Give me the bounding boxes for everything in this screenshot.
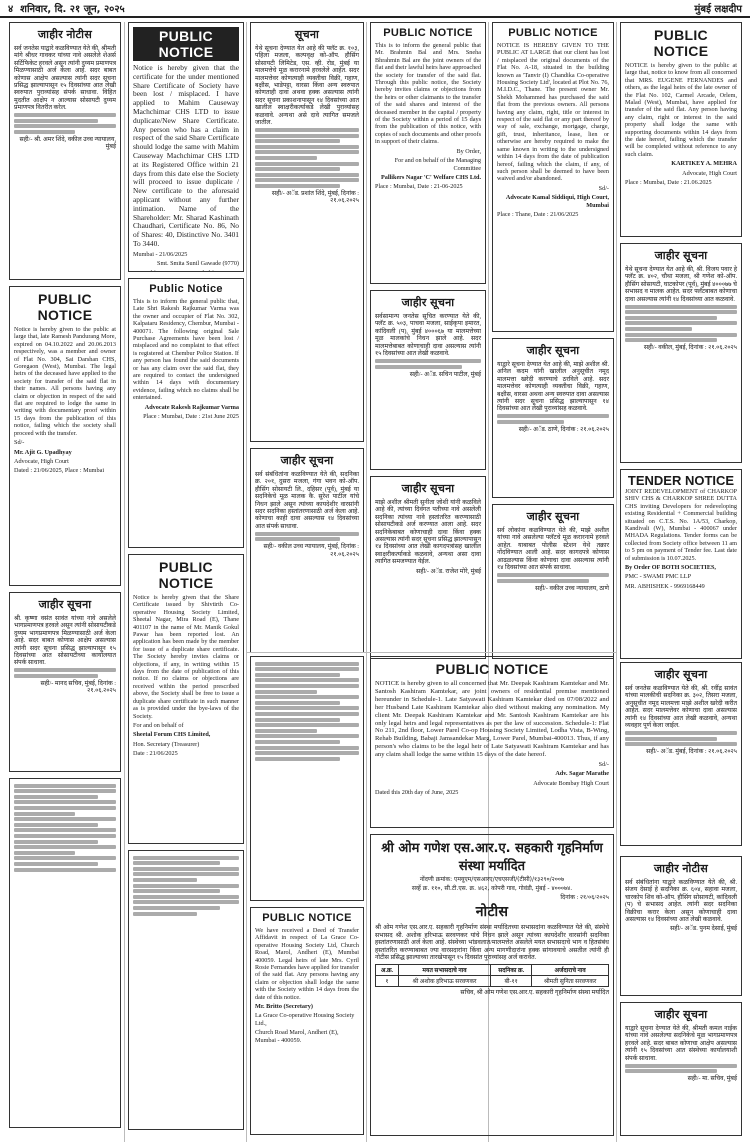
notice-c1-top: जाहीर नोटीस सर्व जनतेस याद्वारे कळविण्यात येते की, श्रीमती मांगे श्रीधर गावकर यांच्या नावे असलेले शेअर्स सर्टिफिकेट हरवले असून त्यांनी दुय्यम प्रमाणपत्र मिळण्यासाठी अर्ज केला आहे. सदर बाबत कोणास आक्षेप असल्यास त्यांनी सदर सूचना प्रसिद्ध झाल्यापासून १५ दिवसांच्या आत लेखी स्वरुपात पुराव्यांसह संपर्क साधावा. विहित मुदतीत आक्षेप न आल्यास सोसायटी दुय्यम प्रमाणपत्र वितरीत करेल. सही/- श्री. अमर शिंदे, वकील उच्च न्यायालय, मुंबई	[9, 22, 121, 280]
notice-c6-bottom: जाहीर सूचना याद्वारे सूचना देण्यात येते की, श्रीमती कमल नाईक यांच्या नावे असलेल्या सदनिकेचे मूळ भागप्रमाणपत्र हरवले आहे. सदर बाबत कोणाचा आक्षेप असल्यास त्यांनी १५ दिवसांच्या आत संस्थेच्या कार्यालयाशी संपर्क साधावा. सही/- मा. सचिव, मुंबई	[620, 1002, 742, 1136]
column-4-5-bottom	[366, 656, 617, 1142]
notice-c6-tender: TENDER NOTICE JOINT REDEVELOPMENT of CHARKOP SHIV CHS & CHARKOP SHREE DUTTA CHS inviting Developers for redeveloping existing Residential + Commercial building situated on C.T.S. No. 1A/53, Charkop, Kandivali (W), Mumbai - 400067 under MHADA Regulations. Tender forms can be collected from Society office between 11 am to 5 pm on payment of Tender fee. Last date of submission is 10.07.2025. By Order OF BOTH SOCIETIES, PMC - SWAMI PMC LLP MR. ABHISHEK - 9969168449	[620, 469, 742, 659]
notice-c2-mid: Public Notice This is to inform the general public that, Late Shri Rakesh Rajkumar Varma was the owner and occupier of Flat No. 302, Kalpataru Residency, Chembur, Mumbai - 400071. The following original Sale Purchase Agreements have been lost / misplaced and no complaint to that effect is registered at Chembur Police Station. If any person has found the said documents or has any claim over the said flat, they are required to contact the undersigned within 14 days with documentary evidence, failing which no claims shall be entertained. Advocate Rakesh Rajkumar Varma Place : Mumbai, Date : 21st June 2025	[128, 278, 244, 548]
page-header	[0, 0, 750, 18]
column-3-bottom	[246, 656, 367, 1142]
notice-c4-low: जाहीर सूचना माझे अशील श्रीमती सुनीता जोशी यांनी कळविले आहे की, त्यांच्या दिवंगत पतीच्या नावे असलेली सदनिका त्यांच्या नावे हस्तांतरित करण्यासाठी सोसायटीकडे अर्ज करण्यात आला आहे. सदर सदनिकेबाबत कोणाचाही दावा किंवा हक्क असल्यास त्यांनी सदर सूचना प्रसिद्ध झाल्यापासून १४ दिवसांच्या आत लेखी कागदपत्रांसह खालील स्वाक्षरीकर्त्याकडे कळवावे, अन्यथा असा दावा त्यागित समजण्यात येईल. सही/- अॅड. राजेश मोरे, मुंबई	[370, 476, 486, 659]
notice-c6-top: PUBLIC NOTICE NOTICE is hereby given to the public at large that, notice to know from all concerned that MRS. EUGENE FERNANDES and others, as the legal heirs of the late owner of the Flat No. 102, Carmel Arcade, Orlem, Malad (West), Mumbai, have applied for transfer of the said flat. Any person having any claim, right or interest in the said property shall lodge the same with supporting documents within 14 days from the date hereof, failing which the transfer will be completed without reference to any such claim. KARTIKEY A. MEHRA Advocate, High Court Place : Mumbai, Date : 21.06.2025	[620, 22, 742, 237]
column-1	[6, 22, 124, 1142]
notice-c5-bottom: जाहीर सूचना सर्व जनतेस कळविण्यात येते की, श्री. रवींद्र सावंत यांच्या मालकीची सदनिका क्र. ३०२, तिसरा मजला, अनुसूचीत नमूद मालमत्ता माझे अशील खरेदी करीत आहेत. सदर मालमत्तेवर कोणाचा दावा असल्यास त्यांनी १४ दिवसांच्या आत लेखी कळवावे, अन्यथा व्यवहार पूर्ण केला जाईल. सही/- अॅड. मुंबई, दिनांक : २१.०६.२०२५	[620, 662, 742, 846]
notice-c5-low: जाहीर सूचना सर्व लोकांना कळविण्यात येते की, माझे अशील यांच्या नावे असलेल्या फ्लॅटचे मूळ करारनामे हरवले आहेत. याबाबत पोलीस स्टेशन येथे तक्रार नोंदविण्यात आली आहे. सदर कागदपत्रे कोणास आढळल्यास किंवा कोणाचा दावा असल्यास त्यांनी १४ दिवसांच्या आत संपर्क साधावा. सही/- वकील उच्च न्यायालय, ठाणे	[492, 504, 614, 659]
notice-c3-bottom-top	[250, 656, 364, 901]
notice-c2-low: PUBLIC NOTICE Notice is hereby given that the Share Certificate issued by Shivtirth Co-operative Housing Society Limited, Sheetal Nagar, Mira Road (E), Thane 401107 in the name of Mr. Manik Gokul Pawar has been reported lost. An application has been made by the member for issue of a duplicate share certificate. The Society hereby invites claims or objections, if any, in writing within 15 days from the date of publication of this notice. If no claims or objections are received within the period prescribed above, the Society shall be free to issue a duplicate share certificate in such manner as is provided under the bye-laws of the Society. For and on behalf of Sheetal Forum CHS Limited, Hon. Secretary (Treasurer) Date : 21/06/2025	[128, 554, 244, 844]
notice-c4-top: PUBLIC NOTICE This is to inform the general public that Mr. Brahmin Bal and Mrs. Sneha Bhrahmin Bal are the joint owners of the flat and their lawful heirs have approached the society for transfer of the said flat. Through this public notice, the Society hereby invites claims or objections from the heirs or other claimants to the transfer of the said shares and interest of the deceased member in the capital / property of the Society within a period of 15 days from the publication of this notice, with copies of such documents and other proofs in support of their claims. By Order, For and on behalf of the Managing Committee Pallikers Nagar 'C' Welfare CHS Ltd. Place : Mumbai, Date : 21-06-2025	[370, 22, 486, 284]
society-header: श्री ओम गणेश एस.आर.ए. सहकारी गृहनिर्माण संस्था मर्यादित नोंदणी क्रमांक: एमयूएम/एसआरए/एचएसजी/(टीसी)/१३२९०/२००७ सर्व्हे क्र. ११०, सी.टी.एस. क्र. ४६२, कोपरी गाव, गोवंडी, मुंबई - ४०००७४.	[381, 841, 603, 892]
notice-c6-mid: जाहीर सूचना येथे सूचना देण्यात येत आहे की, श्री. विजय पवार हे फ्लॅट क्र. ४०२, चौथा मजला, श्री गणेश को-ऑप. हौसिंग सोसायटी, घाटकोपर (पूर्व), मुंबई ४०००७७ चे सभासद व मालक आहेत. सदर फ्लॅटबाबत कोणाचा दावा असल्यास त्यांनी १४ दिवसांच्या आत कळवावे. सही/- वकील, मुंबई, दिनांक : २१.०६.२०२५	[620, 243, 742, 463]
notice-c4-mid: जाहीर सूचना सर्वसामान्य जनतेस सूचित करण्यात येते की, फ्लॅट क्र. ५०३, पाचवा मजला, साईकृपा इमारत, कांदिवली (प), मुंबई ४०००६७ या मालमत्तेच्या मूळ मालकांचे निधन झाले आहे. सदर मालमत्तेबाबत कोणाचाही दावा असल्यास त्यांनी १५ दिवसांच्या आत लेखी कळवावे. सही/- अॅड. सचिन पाटील, मुंबई	[370, 290, 486, 470]
notice-c3-mid: जाहीर सूचना सर्व संबंधितांना कळविण्यात येते की, सदनिका क्र. २०१, दुसरा मजला, गंगा भवन को-ऑप. हौसिंग सोसायटी लि., दहिसर (पूर्व), मुंबई या सदनिकेचे मूळ मालक कै. सुरेश पाटील यांचे निधन झाले असून त्यांच्या कायदेशीर वारसांनी सदर सदनिका हस्तांतरणासाठी अर्ज केला आहे. कोणाचा काही दावा असल्यास १४ दिवसांच्या आत संपर्क साधावा. सही/- वकील उच्च न्यायालय, मुंबई, दिनांक : २१.०६.२०२५	[250, 448, 364, 653]
notice-c2-top: PUBLIC NOTICE Notice is hereby given that the certificate for the under mentioned Share Certificate of Society have been lost / misplaced. I have applied to Mahim Causeway Machchimar CHS LTD to issue duplicate/New Share Certificate. Any person who has a claim in respect of the said Share Certificate should lodge the same with Mahim Causeway Machchimar CHS LTD at its Registered Office within 21 days from this date else the Society will proceed to issue duplicate / New certificate to the aforesaid applicant without any further intimation. Name of the Shareholder: Mr. Sharad Kashinath Chaudhari, Certificate No. 86, No of Shares: 40, Distinctive No. 3401 To 3440. Mumbai - 21/06/2025 Smt. Smita Sunil Gawade (9770)	[128, 22, 244, 272]
notice-c1-low: जाहीर सूचना श्री. कृष्णा वसंत सावंत यांच्या नावे असलेले भागप्रमाणपत्र हरवले असून त्यांनी सोसायटीकडे दुय्यम भागप्रमाणपत्र मिळण्यासाठी अर्ज केला आहे. सदर बाबत कोणास आक्षेप असल्यास त्यांनी सदर सूचना प्रसिद्ध झाल्यापासून १५ दिवसांच्या आत सोसायटीच्या कार्यालयात संपर्क साधावा. सही/- मानद सचिव, मुंबई, दिनांक : २१.०६.२०२५	[9, 592, 121, 772]
notice-c2-bottom	[128, 850, 244, 1130]
paper-name: मुंबई लक्षदीप	[694, 4, 742, 15]
notice-c3-top: सूचना येथे सूचना देण्यात येत आहे की फ्लॅट क्र. १०३, पहिला मजला, कल्पवृक्ष को-ऑप. हौसिंग सोसायटी लिमिटेड, एस. व्ही. रोड, मुंबई या मालमत्तेचे मूळ करारनामे हरवलेले आहेत. सदर मालमत्तेवर कोणत्याही व्यक्तीचा विक्री, गहाण, बक्षीस, भाडेपट्टा, वारसा किंवा अन्य स्वरुपात कोणताही दावा अथवा हक्क असल्यास त्यांनी सदर सूचना प्रकाशनापासून १४ दिवसांच्या आत खालील स्वाक्षरीकर्त्याकडे लेखी पुराव्यांसह कळवावे. अन्यथा असे दावे त्यागित समजले जातील. सही/- अॅड. प्रशांत शिंदे, मुंबई, दिनांक : २१.०६.२०२५	[250, 22, 364, 442]
newspaper-page	[6, 22, 744, 1142]
notice-c1-bottom	[9, 778, 121, 1128]
notice-society: श्री ओम गणेश एस.आर.ए. सहकारी गृहनिर्माण संस्था मर्यादित नोंदणी क्रमांक: एमयूएम/एसआरए/एचएसजी/(टीसी)/१३२९०/२००७ सर्व्हे क्र. ११०, सी.टी.एस. क्र. ४६२, कोपरी गाव, गोवंडी, मुंबई - ४०००७४. दिनांक : २१/०६/२०२५ नोटीस श्री ओम गणेश एस.आर.ए. सहकारी गृहनिर्माण संस्था मर्यादितच्या सभासदांना कळविण्यात येते की, संस्थेचे सभासद श्री. अशोक हरिभाऊ सरवणकर यांचे निधन झाले असून त्यांच्या कायदेशीर वारसांनी सदनिका हस्तांतरणासाठी अर्ज केला आहे. संस्थेच्या भांडवलात/मालमत्तेत असलेले मयत सभासदाचे भाग व हितसंबंध हस्तांतरित करण्याबाबत ज्या वारसदारांना किंवा अन्य मागणीदारांना हक्क सांगावयाचे असतील त्यांनी ही नोटीस प्रसिद्ध झाल्याच्या तारखेपासून १५ दिवसांत पुराव्यांसह अर्ज करावेत. अ.क्र. मयत सभासदाचे नाव सदनिका क्र. अर्जदाराचे नाव १ श्री अशोक हरिभाऊ सरवणकर बी-११ श्रीमती सुनिता सरवणकर सचिव, श्री ओम गणेश एस.आर.ए. सहकारी गृहनिर्माण संस्था मर्यादित	[370, 834, 614, 1136]
notice-c5-mid: जाहीर सूचना याद्वारे सूचना देण्यात येत आहे की, माझे अशील श्री. अनिल कदम यांनी खालील अनुसूचीत नमूद मालमत्ता खरेदी करण्याचे ठरविले आहे. सदर मालमत्तेवर कोणत्याही व्यक्तीचा विक्री, गहाण, बक्षीस, वारसा अथवा अन्य स्वरुपात दावा असल्यास त्यांनी सदर सूचना प्रसिद्ध झाल्यापासून १४ दिवसांच्या आत लेखी पुराव्यांसह कळवावे. सही/- अॅड. ठाणे, दिनांक : २१.०६.२०२५	[492, 338, 614, 498]
column-5-bottom	[616, 662, 745, 852]
society-schedule-table: अ.क्र. मयत सभासदाचे नाव सदनिका क्र. अर्जदाराचे नाव १ श्री अशोक हरिभाऊ सरवणकर बी-११ श्रीमती सुनिता सरवणकर	[375, 964, 609, 987]
column-2	[124, 22, 247, 1142]
notice-c3-bottom: PUBLIC NOTICE We have received a Deed of Transfer Affidavit in respect of La Grace Co-operative Housing Society Ltd, Church Road, Marol, Andheri (E), Mumbai 400059. Legal heirs of late Mrs. Cyril Rosie Fernandes have applied for transfer of the said flat. Any persons having any claim or objection shall lodge the same with the Society within 14 days from the date of this notice. Mr. Britto (Secretary) La Grace Co-operative Housing Society Ltd., Church Road Marol, Andheri (E), Mumbai - 400059.	[250, 907, 364, 1135]
column-5-6-bottom	[616, 856, 745, 1142]
notice-c6-low: जाहीर नोटीस सर्व संबंधितांना याद्वारे कळविण्यात येते की, श्री. संजय देसाई हे सदनिका क्र. ६०४, सहावा मजला, चारकोप शिव को-ऑप. हौसिंग सोसायटी, कांदिवली (प) चे सभासद आहेत. त्यांनी सदर सदनिका विक्रीचा करार केला असून कोणाचाही दावा असल्यास १४ दिवसांच्या आत लेखी कळवावे. सही/- अॅड. पुनम देसाई, मुंबई	[620, 856, 742, 996]
notice-c5-top: PUBLIC NOTICE NOTICE IS HEREBY GIVEN TO THE PUBLIC AT LARGE that our client has lost / misplaced the original documents of the Flat No. A-18, situated in the building known as 'Tanvir (I) Chandika Co-operative Housing Society Ltd', located at Plot No. 76, M.I.D.C., Thane. The present owner Mr. Shekh Mohammed has purchased the said flat from the previous owners. All persons having any claim, right, title or interest in respect of the said flat or any part thereof by way of sale, exchange, mortgage, charge, gift, trust, inheritance, lease, lien or otherwise are hereby required to make the same known in writing to the undersigned within 14 days from the date of publication hereof, failing which the claim, if any, of such person shall be deemed to have been waived and/or abandoned. Sd/- Advocate Kamal Siddiqui, High Court, Mumbai Place : Thane, Date : 21/06/2025	[492, 22, 614, 332]
notice-c1-mid: PUBLIC NOTICE Notice is hereby given to the public at large that, late Ramesh Pandurang More, expired on 04.10.2022 and 20.06.2013 respectively, was a member and owner of Flat No. 304, Sai Darshan CHS, Goregaon (West), Mumbai. The legal heirs of the deceased have applied to the society for transfer of the said flat in their names. All persons having any claim or objection in respect of the said flat are required to lodge the same in writing with documentary proof within 15 days from the publication of this notice, failing which the society shall proceed with the transfer. Sd/- Mr. Ajit G. Upadhyay Advocate, High Court Dated : 21/06/2025, Place : Mumbai	[9, 286, 121, 586]
notice-c4-bottom: PUBLIC NOTICE NOTICE is hereby given to all concerned that Mr. Deepak Kashiram Kamtekar and Mr. Santosh Kashiram Kamtekar, are joint owners of residential premise mentioned hereunder in Schedule-1. Late Satyawati Kashiram Kamtekar died on 07/08/2022 and her Husband Late Kashiram Kamtekar also died without making any nomination. My client Mr. Deepak Kashiram Kamtekar and Mr. Santosh Kashiram Kamtekar are his only legal heirs and legal representatives as per the law of succession. Schedule-1: Flat No 211, 2nd floor, Lower Parel Co-op Housing Society Limited, Lodha Vista, B-Wing, Rehab Building, Babaji Jamsandekar Marg, Lower Parel, Mumbai-400013. Thus, if any person's who claims to be the legal heir of Late Satyawati Kashiram Kamtekar and has any claim shall lodge the same within 15 days of the date hereof. Sd/- Adv. Sagar Marathe Advocate Bombay High Court Dated this 20th day of June, 2025	[370, 656, 614, 828]
page-number-date: ४ शनिवार, दि. २१ जून, २०२५	[8, 4, 125, 15]
